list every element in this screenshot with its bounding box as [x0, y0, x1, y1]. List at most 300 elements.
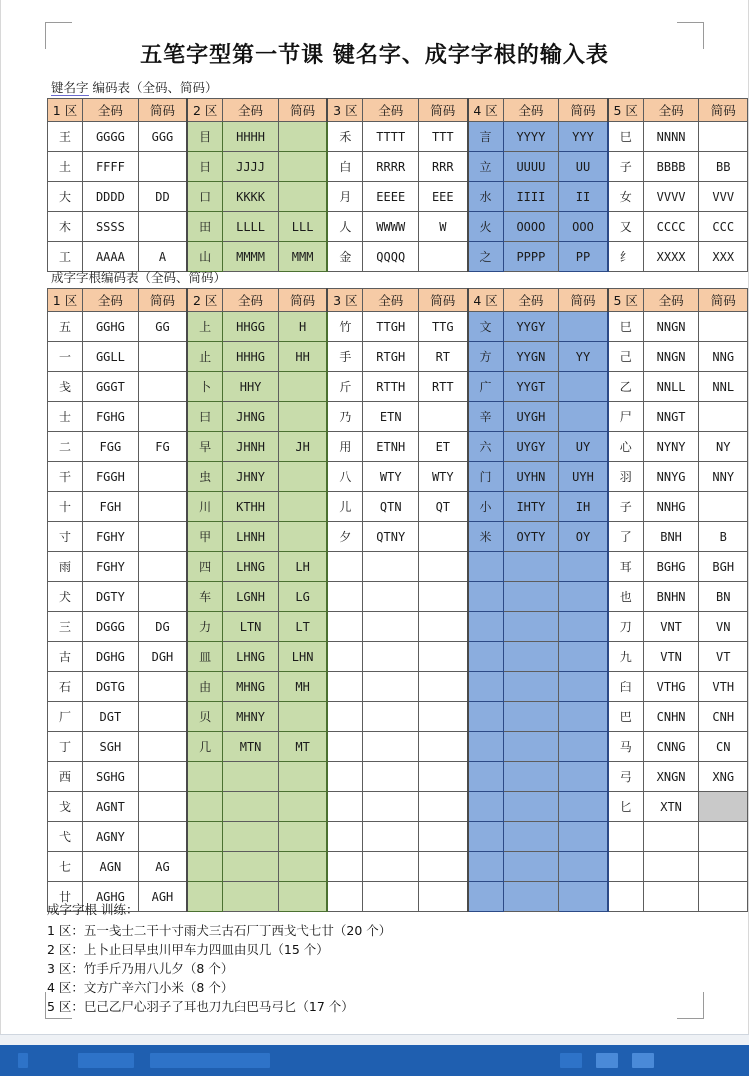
code-cell: MTN	[223, 732, 279, 762]
code-cell: OYTY	[503, 522, 559, 552]
taskbar-tray-item-3[interactable]	[632, 1053, 654, 1068]
zone-character-cell: 犬	[48, 582, 83, 612]
code-cell	[559, 612, 608, 642]
zone-character-cell: 纟	[608, 242, 644, 272]
zone-character-cell	[327, 822, 363, 852]
code-cell: TTTT	[363, 122, 419, 152]
zone-character-cell: 九	[608, 642, 644, 672]
zone-character-cell	[327, 792, 363, 822]
table-row	[48, 732, 748, 762]
code-cell: FG	[138, 432, 187, 462]
zone-character-cell: 山	[187, 242, 223, 272]
code-cell: JHNY	[223, 462, 279, 492]
code-cell	[419, 402, 468, 432]
code-cell: XNGN	[643, 762, 699, 792]
code-cell: UUUU	[503, 152, 559, 182]
code-cell	[419, 522, 468, 552]
code-cell: ETNH	[363, 432, 419, 462]
zone-character-cell: 弋	[48, 822, 83, 852]
zone-character-cell	[468, 552, 504, 582]
zone-character-cell: 辛	[468, 402, 504, 432]
zone-character-cell: 禾	[327, 122, 363, 152]
code-cell: EEE	[419, 182, 468, 212]
code-cell: UYGH	[503, 402, 559, 432]
zone-character-cell: 甲	[187, 522, 223, 552]
code-cell: OOO	[559, 212, 608, 242]
code-cell: NNY	[699, 462, 748, 492]
zone-character-cell: 巴	[608, 702, 644, 732]
code-cell: YYGT	[503, 372, 559, 402]
zone-character-cell: 立	[468, 152, 504, 182]
keyname-table-section	[47, 78, 748, 272]
code-cell: UU	[559, 152, 608, 182]
code-cell: AGN	[83, 852, 139, 882]
code-cell: AGHG	[83, 882, 139, 912]
code-cell: BN	[699, 582, 748, 612]
code-cell	[138, 702, 187, 732]
code-cell	[419, 242, 468, 272]
code-cell: CNHN	[643, 702, 699, 732]
code-cell	[363, 762, 419, 792]
zone-character-cell: 干	[48, 462, 83, 492]
code-cell: FFFF	[83, 152, 139, 182]
code-cell: MMM	[278, 242, 327, 272]
code-cell	[559, 732, 608, 762]
code-cell: DDDD	[83, 182, 139, 212]
table-row	[48, 702, 748, 732]
code-cell: BGH	[699, 552, 748, 582]
code-cell	[363, 702, 419, 732]
column-header: 简码	[138, 99, 187, 122]
code-cell: JJJJ	[223, 152, 279, 182]
training-section	[47, 900, 391, 1016]
training-line: 2 区：上卜止曰早虫川甲车力四皿由贝几（15 个）	[47, 942, 329, 957]
zone-character-cell: 之	[468, 242, 504, 272]
code-cell	[503, 702, 559, 732]
code-cell: AGNT	[83, 792, 139, 822]
zone-character-cell	[468, 732, 504, 762]
zone-character-cell: 用	[327, 432, 363, 462]
zone-character-cell	[187, 762, 223, 792]
code-cell	[699, 312, 748, 342]
code-cell: QTN	[363, 492, 419, 522]
table-row	[48, 312, 748, 342]
code-cell	[503, 582, 559, 612]
code-cell: DGH	[138, 642, 187, 672]
code-cell: GG	[138, 312, 187, 342]
code-cell: MH	[278, 672, 327, 702]
column-header: 全码	[223, 99, 279, 122]
code-cell: EEEE	[363, 182, 419, 212]
code-cell: YYGY	[503, 312, 559, 342]
code-cell	[419, 702, 468, 732]
zone-character-cell: 六	[468, 432, 504, 462]
code-cell	[419, 792, 468, 822]
zone-character-cell: 止	[187, 342, 223, 372]
code-cell	[278, 402, 327, 432]
zone-character-cell	[327, 612, 363, 642]
code-cell	[363, 552, 419, 582]
zone-character-cell: 米	[468, 522, 504, 552]
code-cell: YYGN	[503, 342, 559, 372]
table-header-row	[48, 289, 748, 312]
zone-character-cell	[608, 852, 644, 882]
column-header: 全码	[503, 289, 559, 312]
table-row	[48, 342, 748, 372]
code-cell: VTH	[699, 672, 748, 702]
code-cell: MT	[278, 732, 327, 762]
zone-character-cell	[327, 582, 363, 612]
code-cell: BB	[699, 152, 748, 182]
zone-character-cell: 了	[608, 522, 644, 552]
table-row	[48, 612, 748, 642]
code-cell: QQQQ	[363, 242, 419, 272]
zone-character-cell: 水	[468, 182, 504, 212]
code-cell	[278, 492, 327, 522]
column-header: 简码	[699, 289, 748, 312]
code-cell: IIII	[503, 182, 559, 212]
code-cell	[138, 492, 187, 522]
zone-character-cell: 大	[48, 182, 83, 212]
code-cell: XTN	[643, 792, 699, 822]
code-cell: DGGG	[83, 612, 139, 642]
code-cell	[699, 882, 748, 912]
code-cell	[419, 852, 468, 882]
zone-character-cell: 川	[187, 492, 223, 522]
zone-character-cell: 文	[468, 312, 504, 342]
code-cell	[138, 462, 187, 492]
zone-character-cell	[468, 852, 504, 882]
code-cell	[419, 762, 468, 792]
code-cell: KKKK	[223, 182, 279, 212]
taskbar-tray-item-1[interactable]	[560, 1053, 582, 1068]
code-cell: WTY	[419, 462, 468, 492]
code-cell: NY	[699, 432, 748, 462]
code-cell	[223, 792, 279, 822]
column-header: 5 区	[608, 99, 644, 122]
code-cell	[699, 122, 748, 152]
column-header: 简码	[278, 99, 327, 122]
table-row	[48, 552, 748, 582]
zone-character-cell: 石	[48, 672, 83, 702]
zone-character-cell: 月	[327, 182, 363, 212]
column-header: 3 区	[327, 99, 363, 122]
column-header: 简码	[138, 289, 187, 312]
code-cell	[138, 582, 187, 612]
code-cell: DD	[138, 182, 187, 212]
zone-character-cell: 三	[48, 612, 83, 642]
zone-character-cell: 羽	[608, 462, 644, 492]
code-cell	[419, 642, 468, 672]
code-cell	[419, 582, 468, 612]
code-cell: LT	[278, 612, 327, 642]
table-row	[48, 492, 748, 522]
code-cell: UYH	[559, 462, 608, 492]
code-cell: QTNY	[363, 522, 419, 552]
code-cell: BNH	[643, 522, 699, 552]
code-cell	[503, 852, 559, 882]
page-margin-corner-bottom-right	[677, 992, 704, 1019]
zone-character-cell	[468, 702, 504, 732]
zone-character-cell: 丁	[48, 732, 83, 762]
code-cell	[138, 822, 187, 852]
code-cell	[559, 312, 608, 342]
code-cell: FGH	[83, 492, 139, 522]
column-header: 1 区	[48, 289, 83, 312]
code-cell: AG	[138, 852, 187, 882]
zone-character-cell: 小	[468, 492, 504, 522]
zone-character-cell	[187, 792, 223, 822]
code-cell: UYHN	[503, 462, 559, 492]
zone-character-cell: 乃	[327, 402, 363, 432]
code-cell: OOOO	[503, 212, 559, 242]
zone-character-cell: 儿	[327, 492, 363, 522]
code-cell: TTG	[419, 312, 468, 342]
code-cell	[278, 522, 327, 552]
code-cell: YY	[559, 342, 608, 372]
code-cell	[559, 792, 608, 822]
column-header: 简码	[559, 289, 608, 312]
code-cell	[699, 402, 748, 432]
keyname-caption-rest: 编码表（全码、简码）	[88, 80, 218, 95]
code-cell: LHNH	[223, 522, 279, 552]
code-cell	[138, 552, 187, 582]
code-cell	[363, 612, 419, 642]
training-line: 1 区：五一戋士二干十寸雨犬三古石厂丁西戈弋七廿（20 个）	[47, 923, 392, 938]
code-cell: AAAA	[83, 242, 139, 272]
column-header: 1 区	[48, 99, 83, 122]
code-cell	[643, 822, 699, 852]
code-cell: NNGN	[643, 342, 699, 372]
code-cell	[559, 372, 608, 402]
code-cell: GGHG	[83, 312, 139, 342]
table-body	[48, 312, 748, 912]
code-cell	[223, 852, 279, 882]
table-row	[48, 672, 748, 702]
zone-character-cell: 目	[187, 122, 223, 152]
code-cell: B	[699, 522, 748, 552]
table-row	[48, 582, 748, 612]
code-cell: CCCC	[643, 212, 699, 242]
zone-character-cell: 卜	[187, 372, 223, 402]
zone-character-cell: 厂	[48, 702, 83, 732]
code-cell: DG	[138, 612, 187, 642]
zone-character-cell	[468, 882, 504, 912]
zone-character-cell	[468, 582, 504, 612]
code-cell: DGT	[83, 702, 139, 732]
code-cell	[419, 672, 468, 702]
zone-character-cell: 廿	[48, 882, 83, 912]
keyname-code-table	[47, 98, 748, 272]
radical-table-caption: 成字字根编码表（全码、简码）	[51, 270, 227, 285]
code-cell: PP	[559, 242, 608, 272]
training-heading: 成字字根 训练：	[47, 902, 139, 917]
zone-character-cell: 火	[468, 212, 504, 242]
code-cell	[503, 792, 559, 822]
code-cell: QT	[419, 492, 468, 522]
column-header: 简码	[278, 289, 327, 312]
code-cell	[559, 882, 608, 912]
zone-character-cell	[327, 702, 363, 732]
zone-character-cell: 古	[48, 642, 83, 672]
zone-character-cell: 四	[187, 552, 223, 582]
code-cell: DGTG	[83, 672, 139, 702]
table-row	[48, 642, 748, 672]
code-cell	[138, 732, 187, 762]
zone-character-cell: 田	[187, 212, 223, 242]
table-row	[48, 372, 748, 402]
code-cell: NNGN	[643, 312, 699, 342]
code-cell	[363, 822, 419, 852]
zone-character-cell: 匕	[608, 792, 644, 822]
code-cell	[559, 552, 608, 582]
code-cell: CNH	[699, 702, 748, 732]
code-cell: FGG	[83, 432, 139, 462]
code-cell	[559, 702, 608, 732]
training-lines	[47, 921, 391, 1016]
taskbar-item-2[interactable]	[78, 1053, 134, 1068]
code-cell: RTGH	[363, 342, 419, 372]
zone-character-cell: 子	[608, 492, 644, 522]
code-cell: CN	[699, 732, 748, 762]
zone-character-cell: 弓	[608, 762, 644, 792]
code-cell: GGLL	[83, 342, 139, 372]
table-row	[48, 792, 748, 822]
code-cell: RRRR	[363, 152, 419, 182]
code-cell: A	[138, 242, 187, 272]
zone-character-cell	[468, 642, 504, 672]
zone-character-cell: 五	[48, 312, 83, 342]
taskbar-tray-item-2[interactable]	[596, 1053, 618, 1068]
code-cell	[419, 552, 468, 582]
zone-character-cell: 几	[187, 732, 223, 762]
zone-character-cell: 女	[608, 182, 644, 212]
table-row	[48, 402, 748, 432]
code-cell	[363, 852, 419, 882]
code-cell: CNNG	[643, 732, 699, 762]
zone-character-cell: 戋	[48, 372, 83, 402]
column-header: 简码	[699, 99, 748, 122]
column-header: 全码	[363, 289, 419, 312]
taskbar-item-3[interactable]	[150, 1053, 270, 1068]
code-cell: MMMM	[223, 242, 279, 272]
code-cell	[138, 402, 187, 432]
code-cell: LGNH	[223, 582, 279, 612]
code-cell	[138, 372, 187, 402]
code-cell: IH	[559, 492, 608, 522]
zone-character-cell: 戈	[48, 792, 83, 822]
code-cell	[643, 882, 699, 912]
zone-character-cell: 皿	[187, 642, 223, 672]
zone-character-cell: 马	[608, 732, 644, 762]
column-header: 全码	[363, 99, 419, 122]
code-cell: GGGT	[83, 372, 139, 402]
table-row	[48, 122, 748, 152]
code-cell	[278, 792, 327, 822]
zone-character-cell: 己	[608, 342, 644, 372]
zone-character-cell: 工	[48, 242, 83, 272]
code-cell: VT	[699, 642, 748, 672]
code-cell	[503, 642, 559, 672]
code-cell: FGHY	[83, 522, 139, 552]
zone-character-cell: 尸	[608, 402, 644, 432]
code-cell: IHTY	[503, 492, 559, 522]
code-cell: UYGY	[503, 432, 559, 462]
code-cell	[278, 822, 327, 852]
code-cell: XXX	[699, 242, 748, 272]
column-header: 全码	[223, 289, 279, 312]
code-cell: YYY	[559, 122, 608, 152]
radical-table-section	[47, 268, 748, 912]
code-cell: ET	[419, 432, 468, 462]
code-cell	[278, 852, 327, 882]
column-header: 5 区	[608, 289, 644, 312]
code-cell: AGNY	[83, 822, 139, 852]
code-cell	[138, 522, 187, 552]
zone-character-cell: 门	[468, 462, 504, 492]
code-cell: OY	[559, 522, 608, 552]
column-header: 4 区	[468, 289, 504, 312]
zone-character-cell: 寸	[48, 522, 83, 552]
code-cell: GGGG	[83, 122, 139, 152]
column-header: 全码	[503, 99, 559, 122]
zone-character-cell: 日	[187, 152, 223, 182]
training-line: 3 区：竹手斤乃用八儿夕（8 个）	[47, 961, 234, 976]
code-cell: NNGT	[643, 402, 699, 432]
taskbar-item-1[interactable]	[18, 1053, 28, 1068]
code-cell: FGHG	[83, 402, 139, 432]
code-cell: HHHH	[223, 122, 279, 152]
column-header: 全码	[83, 289, 139, 312]
code-cell: ETN	[363, 402, 419, 432]
code-cell: HHHG	[223, 342, 279, 372]
table-row	[48, 152, 748, 182]
code-cell	[559, 822, 608, 852]
zone-character-cell	[608, 882, 644, 912]
zone-character-cell: 方	[468, 342, 504, 372]
code-cell	[138, 342, 187, 372]
zone-character-cell: 士	[48, 402, 83, 432]
zone-character-cell: 人	[327, 212, 363, 242]
code-cell	[278, 372, 327, 402]
table-row	[48, 822, 748, 852]
zone-character-cell: 一	[48, 342, 83, 372]
taskbar[interactable]	[0, 1045, 749, 1076]
table-row	[48, 212, 748, 242]
keyname-table-caption	[51, 78, 748, 96]
zone-character-cell	[468, 762, 504, 792]
zone-character-cell: 巳	[608, 122, 644, 152]
zone-character-cell: 力	[187, 612, 223, 642]
code-cell	[699, 822, 748, 852]
code-cell	[503, 612, 559, 642]
code-cell: KTHH	[223, 492, 279, 522]
code-cell: VVVV	[643, 182, 699, 212]
code-cell	[699, 492, 748, 522]
zone-character-cell: 耳	[608, 552, 644, 582]
zone-character-cell	[468, 612, 504, 642]
code-cell: AGH	[138, 882, 187, 912]
code-cell	[419, 612, 468, 642]
zone-character-cell: 王	[48, 122, 83, 152]
zone-character-cell: 子	[608, 152, 644, 182]
column-header: 3 区	[327, 289, 363, 312]
zone-character-cell: 口	[187, 182, 223, 212]
code-cell: FGHY	[83, 552, 139, 582]
code-cell: NNLL	[643, 372, 699, 402]
zone-character-cell: 广	[468, 372, 504, 402]
code-cell	[278, 762, 327, 792]
